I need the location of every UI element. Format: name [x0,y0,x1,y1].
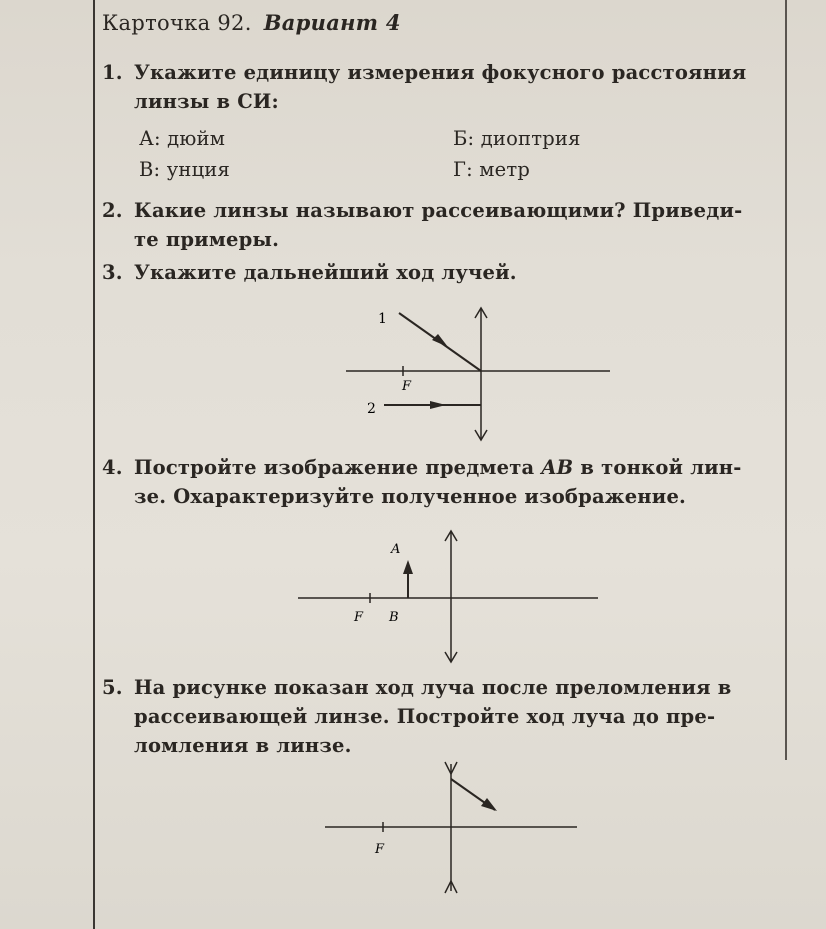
ray-2-label: 2 [367,401,376,417]
option-v: В: унция [139,158,231,181]
question-text-line1: Какие линзы называют рассеивающими? Приведи- [134,199,743,222]
question-text-line1-end: в тонкой лин- [573,456,742,479]
question-text-line1: Укажите единицу измерения фокусного расстояния [134,61,747,84]
question-number: 5. [102,676,123,699]
point-b-label: B [389,610,399,625]
question-text-line3: ломления в линзе. [134,734,352,757]
question-number: 3. [102,261,123,284]
question-number: 4. [102,456,123,479]
point-a-label: A [391,542,401,557]
refracted-ray-arrow-icon [481,798,497,811]
focus-label: F [354,610,364,625]
question-text-line2: линзы в СИ: [134,90,279,113]
option-a: А: дюйм [139,127,226,150]
question-text-line2: те примеры. [134,228,280,251]
question-text-line1-start: Постройте изображение предмета [134,456,542,479]
option-b: Б: диоптрия [453,127,581,150]
object-ab-label: AB [541,456,574,479]
question-text-line2: зе. Охарактеризуйте полученное изображение. [134,485,687,508]
card-number: Карточка 92. [102,11,252,35]
focus-label: F [375,842,385,857]
question-text-line1: Укажите дальнейший ход лучей. [134,261,517,284]
question-text-line2: рассеивающей линзе. Постройте ход луча до пре- [134,705,716,728]
question-number: 1. [102,61,123,84]
focus-label: F [402,379,412,394]
option-g: Г: метр [453,158,531,181]
question-number: 2. [102,199,123,222]
question-text-line1: На рисунке показан ход луча после преломления в [134,676,732,699]
ray-1-label: 1 [378,311,387,327]
variant-label: Вариант 4 [263,10,401,35]
